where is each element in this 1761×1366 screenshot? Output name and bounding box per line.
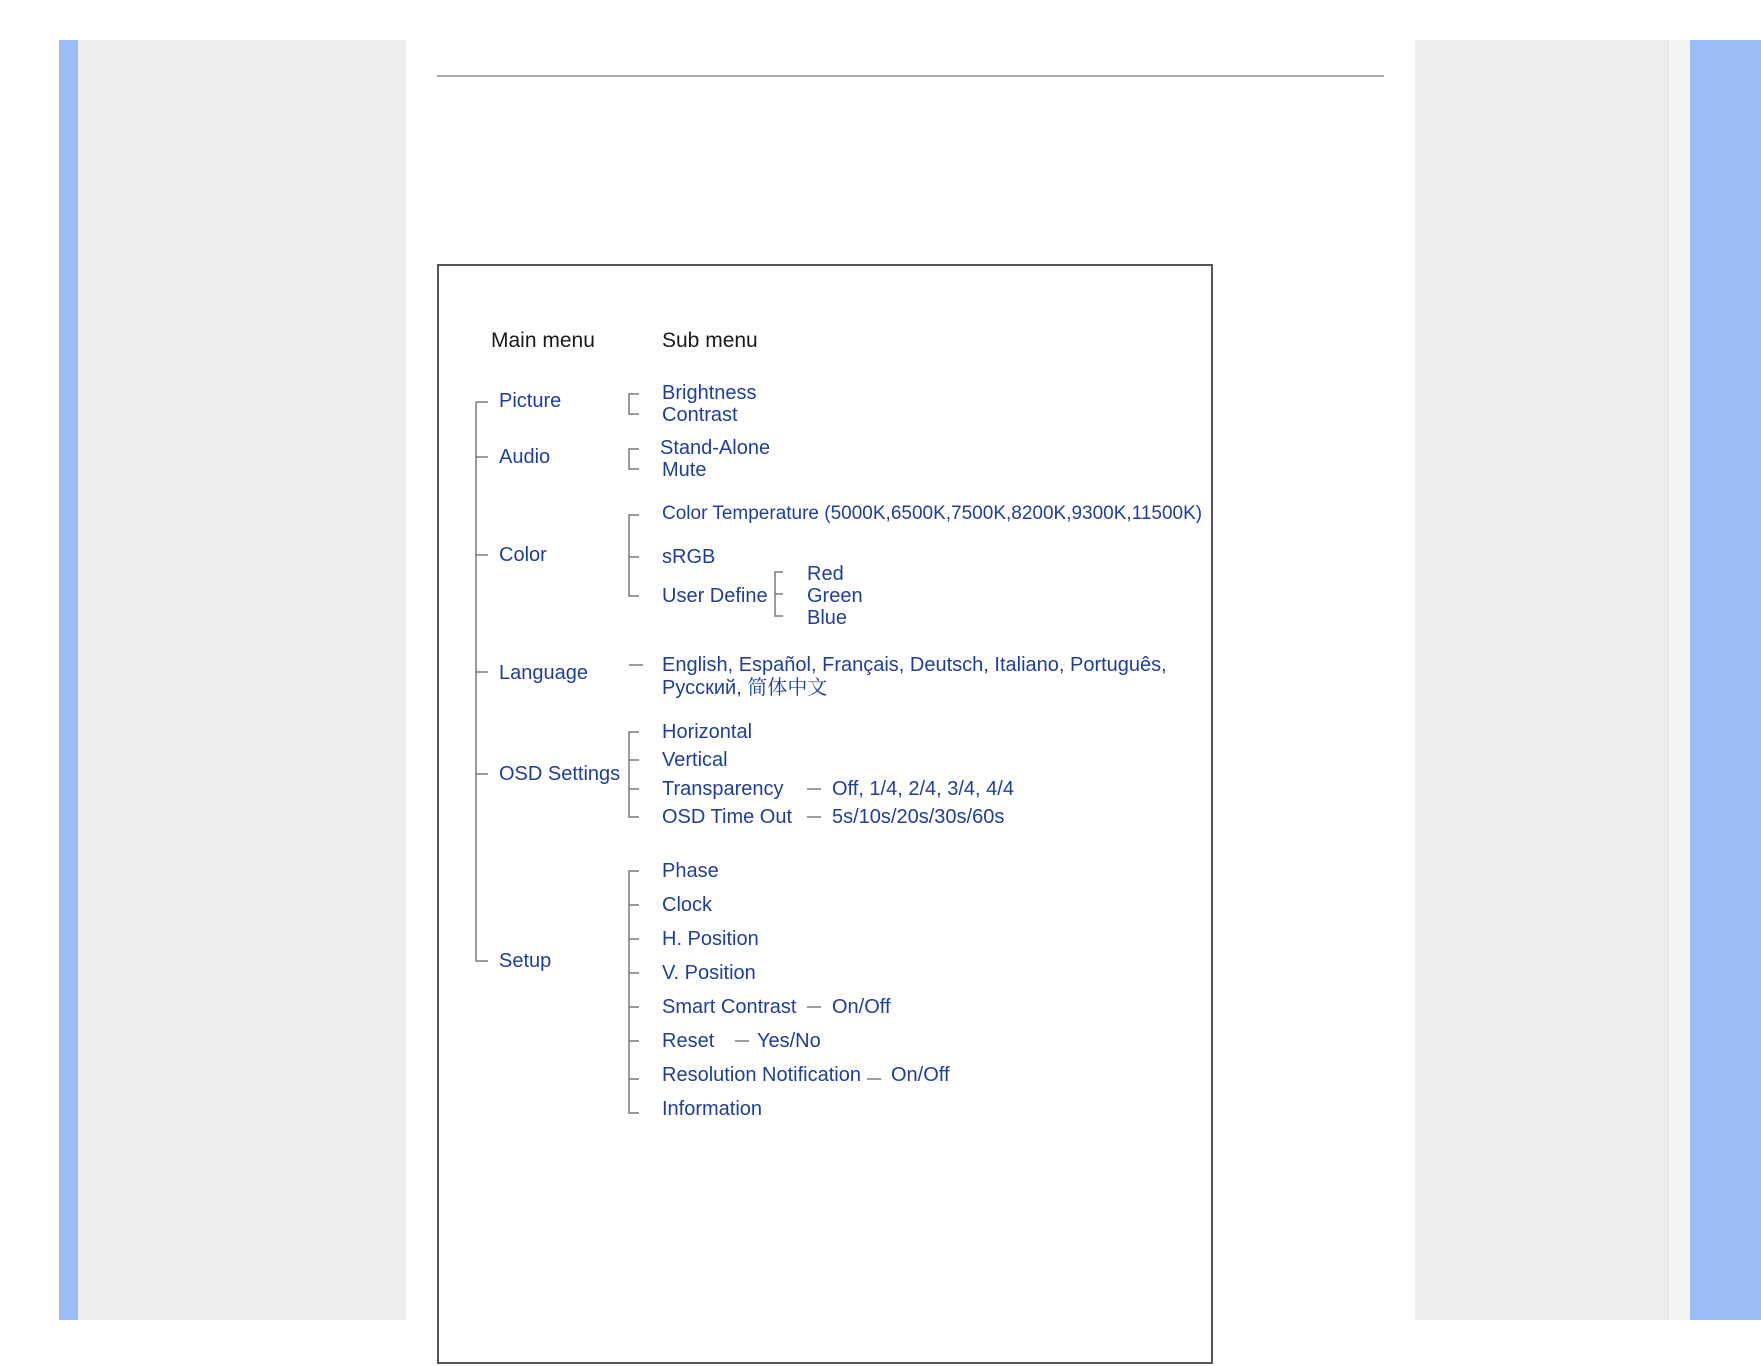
sub-menu-header: Sub menu: [662, 329, 758, 352]
bracket-user-define: [775, 572, 783, 616]
sub-v-position: V. Position: [662, 962, 756, 984]
sub-vertical: Vertical: [662, 749, 728, 771]
bracket-setup: [629, 871, 639, 1113]
menu-osd-settings: OSD Settings: [499, 763, 621, 785]
sub-language-line1: English, Español, Français, Deutsch, Italiano, Português,: [662, 654, 1167, 676]
right-blue-sidebar: [1690, 40, 1761, 1320]
sub-transparency: Transparency: [662, 778, 784, 800]
menu-language: Language: [499, 662, 588, 684]
sub-resolution-notification: Resolution Notification: [662, 1064, 861, 1086]
sub-information: Information: [662, 1098, 763, 1120]
right-scroll-strip: [1668, 40, 1691, 1320]
sub-horizontal: Horizontal: [662, 721, 753, 743]
main-trunk-line: [476, 402, 488, 961]
sub-osd-time-out: OSD Time Out: [662, 806, 793, 828]
opt-reset: Yes/No: [757, 1030, 821, 1052]
sub-brightness: Brightness: [662, 382, 757, 404]
left-gray-panel: [78, 40, 406, 1320]
menu-setup: Setup: [499, 950, 552, 972]
right-gray-panel: [1415, 40, 1668, 1320]
opt-smart-contrast: On/Off: [832, 996, 891, 1018]
sub-green: Green: [807, 585, 863, 607]
sub-stand-alone: Stand-Alone: [660, 437, 771, 459]
opt-osd-time-out: 5s/10s/20s/30s/60s: [832, 806, 1005, 828]
sub-smart-contrast: Smart Contrast: [662, 996, 797, 1018]
sub-user-define: User Define: [662, 585, 768, 607]
sub-language-line2: Русский, 简体中文: [662, 677, 828, 699]
menu-audio: Audio: [499, 446, 551, 468]
bracket-audio: [629, 449, 639, 469]
menu-color: Color: [499, 544, 547, 566]
sub-red: Red: [807, 563, 844, 585]
sub-blue: Blue: [807, 607, 848, 629]
bracket-picture: [629, 394, 639, 414]
sub-clock: Clock: [662, 894, 713, 916]
main-menu-header: Main menu: [491, 329, 595, 352]
sub-color-temperature: Color Temperature (5000K,6500K,7500K,8200K,9300K,11500K): [662, 503, 1203, 524]
sub-reset: Reset: [662, 1030, 715, 1052]
left-blue-sidebar: [59, 40, 78, 1320]
sub-contrast: Contrast: [662, 404, 738, 426]
osd-menu-tree-figure: [437, 264, 1213, 1364]
sub-h-position: H. Position: [662, 928, 759, 950]
menu-picture: Picture: [499, 390, 562, 412]
sub-mute: Mute: [662, 459, 707, 481]
bracket-osd: [629, 732, 639, 817]
header-divider: [437, 75, 1384, 77]
opt-resolution-notification: On/Off: [891, 1064, 950, 1086]
sub-phase: Phase: [662, 860, 719, 882]
opt-transparency: Off, 1/4, 2/4, 3/4, 4/4: [832, 778, 1014, 800]
bracket-color: [629, 515, 639, 596]
sub-srgb: sRGB: [662, 546, 716, 568]
tree-connector-lines: [439, 266, 1215, 1366]
